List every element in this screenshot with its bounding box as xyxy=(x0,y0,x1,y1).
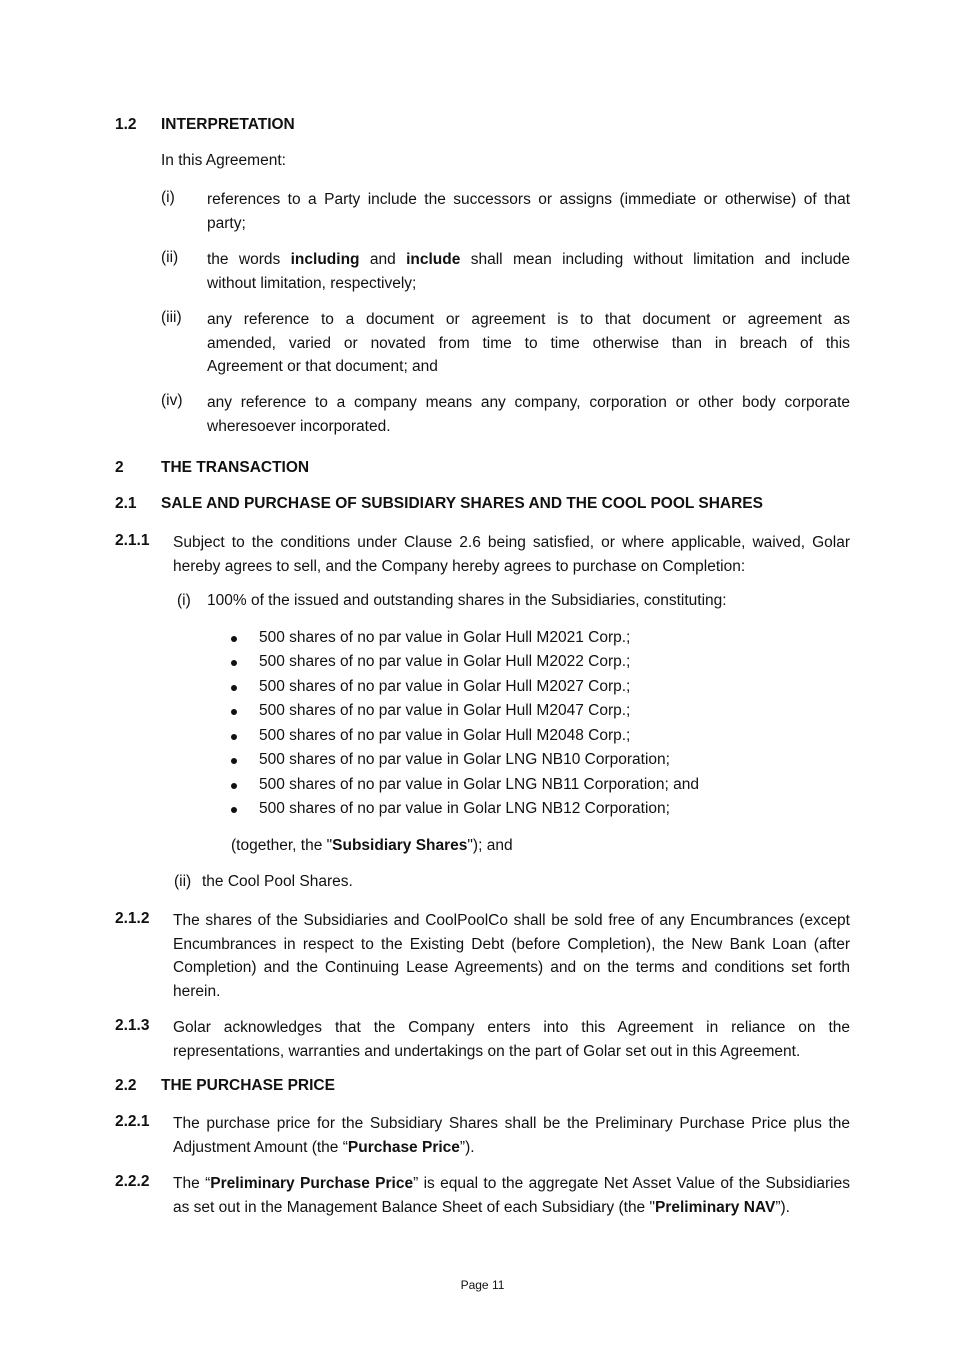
page-number: Page 11 xyxy=(460,1278,505,1292)
sub-ii-label: (ii) xyxy=(174,873,192,890)
clause-2-1-1-number: 2.1.1 xyxy=(115,532,150,549)
section-1-2-heading: INTERPRETATION xyxy=(161,116,295,133)
item-iv-text: any reference to a company means any company, corporation or other body corporate wheresoever incorporated. xyxy=(207,394,850,435)
bullet-dot xyxy=(231,660,237,666)
clause-2-2-2-number: 2.2.2 xyxy=(115,1173,150,1190)
bullet-dot xyxy=(231,636,237,642)
clause-2-1-1-text: Subject to the conditions under Clause 2.6 being satisfied, or where applicable, waived, Golar hereby agrees to sell, and the Company hereby agrees to purchase on Completion: xyxy=(173,534,850,575)
clause-2-1-3-text: Golar acknowledges that the Company enters into this Agreement in reliance on the representations, warranties and undertakings on the part of Golar set out in this Agreement. xyxy=(173,1019,850,1060)
bullet-dot xyxy=(231,685,237,691)
item-i-label: (i) xyxy=(161,189,175,206)
sub-ii-text: the Cool Pool Shares. xyxy=(202,873,353,890)
item-ii-label: (ii) xyxy=(161,249,179,266)
bullet-dot xyxy=(231,734,237,740)
clause-2-1-2-number: 2.1.2 xyxy=(115,910,150,927)
clause-2-1-3-number: 2.1.3 xyxy=(115,1017,150,1034)
item-i-text: references to a Party include the successors or assigns (immediate or otherwise) of that party; xyxy=(207,191,850,232)
clause-2-2-1-number: 2.2.1 xyxy=(115,1113,150,1130)
subsidiary-shares-definition: (together, the "Subsidiary Shares"); and xyxy=(231,837,513,854)
list-item: 500 shares of no par value in Golar Hull M2048 Corp.; xyxy=(259,727,631,744)
list-item: 500 shares of no par value in Golar LNG NB12 Corporation; xyxy=(259,800,670,817)
section-2-1-number: 2.1 xyxy=(115,495,137,512)
list-item: 500 shares of no par value in Golar Hull M2022 Corp.; xyxy=(259,653,631,670)
sub-i-label: (i) xyxy=(177,592,191,609)
section-2-2-heading: THE PURCHASE PRICE xyxy=(161,1077,335,1094)
sub-i-text: 100% of the issued and outstanding shares in the Subsidiaries, constituting: xyxy=(207,592,727,609)
item-iii-label: (iii) xyxy=(161,309,182,326)
bullet-dot xyxy=(231,783,237,789)
bullet-dot xyxy=(231,709,237,715)
clause-2-2-1-text: The purchase price for the Subsidiary Shares shall be the Preliminary Purchase Price plus the Adjustment Amount (the “Purchase Price”). xyxy=(173,1115,850,1156)
item-iv-label: (iv) xyxy=(161,392,183,409)
section-2-1-heading: SALE AND PURCHASE OF SUBSIDIARY SHARES AND THE COOL POOL SHARES xyxy=(161,495,763,512)
section-2-2-number: 2.2 xyxy=(115,1077,137,1094)
bullet-dot xyxy=(231,807,237,813)
list-item: 500 shares of no par value in Golar Hull M2047 Corp.; xyxy=(259,702,631,719)
list-item: 500 shares of no par value in Golar LNG NB10 Corporation; xyxy=(259,751,670,768)
section-1-2-number: 1.2 xyxy=(115,116,137,133)
clause-2-1-2-text: The shares of the Subsidiaries and CoolPoolCo shall be sold free of any Encumbrances (except Encumbrances in respect to the Existing Debt (before Completion), the New Bank Loan (after Completion) and the Continuing Lease Agreements) and on the terms and conditions set forth herein. xyxy=(173,912,850,1000)
section-2-number: 2 xyxy=(115,459,124,476)
list-item: 500 shares of no par value in Golar Hull M2021 Corp.; xyxy=(259,629,631,646)
bullet-dot xyxy=(231,758,237,764)
item-iii-text: any reference to a document or agreement is to that document or agreement as amended, varied or novated from time to time otherwise than in breach of this Agreement or that document; and xyxy=(207,311,850,375)
clause-2-2-2-text: The “Preliminary Purchase Price” is equal to the aggregate Net Asset Value of the Subsidiaries as set out in the Management Balance Sheet of each Subsidiary (the "Preliminary NAV”). xyxy=(173,1175,850,1216)
list-item: 500 shares of no par value in Golar Hull M2027 Corp.; xyxy=(259,678,631,695)
list-item: 500 shares of no par value in Golar LNG NB11 Corporation; and xyxy=(259,776,699,793)
interpretation-intro: In this Agreement: xyxy=(161,152,286,169)
item-ii-text: the words including and include shall mean including without limitation and include without limitation, respectively; xyxy=(207,251,850,292)
section-2-heading: THE TRANSACTION xyxy=(161,459,310,476)
